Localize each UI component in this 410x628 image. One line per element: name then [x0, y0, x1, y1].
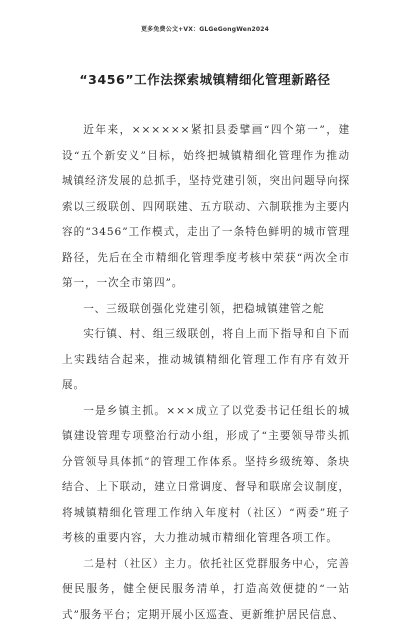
header-note: 更多免费公文+VX：GLGeGongWen2024: [0, 24, 410, 33]
intro-paragraph: 近年来，××××××紧扣县委擘画“四个第一”，建设“五个新安义”目标，始终把城镇精细化管理作为推动城镇经济发展的总抓手，坚持党建引领，突出问题导向探索以三级联创、四网联建、五方联动、六制联推为主要内容的“3456”工作模式，走出了一条特色鲜明的城市管理路径，先后在全市精细化管理季度考核中荣获“两次全市第一，一次全市第四”。: [62, 118, 350, 297]
document-body: [62, 118, 350, 628]
body-paragraph: 实行镇、村、组三级联创，将自上而下指导和自下而上实践结合起来，推动城镇精细化管理工作有序有效开展。: [62, 322, 350, 399]
section-heading: 一、三级联创强化党建引领，把稳城镇建管之舵: [62, 297, 350, 323]
body-paragraph: 二是村（社区）主力。依托社区党群服务中心，完善便民服务，健全便民服务清单，打造高效便捷的“一站式”服务平台；定期开展小区巡查、更新维护居民信息、: [62, 552, 350, 628]
body-paragraph: 一是乡镇主抓。×××成立了以党委书记任组长的城镇建设管理专项整治行动小组，形成了“主要领导带头抓分管领导具体抓”的管理工作体系。坚持乡级统筹、条块结合、上下联动，建立日常调度、督导和联席会议制度，将城镇精细化管理工作纳入年度村（社区）“两委”班子考核的重要内容，大力推动城市精细化管理各项工作。: [62, 399, 350, 552]
document-title: “3456”工作法探索城镇精细化管理新路径: [0, 70, 410, 88]
